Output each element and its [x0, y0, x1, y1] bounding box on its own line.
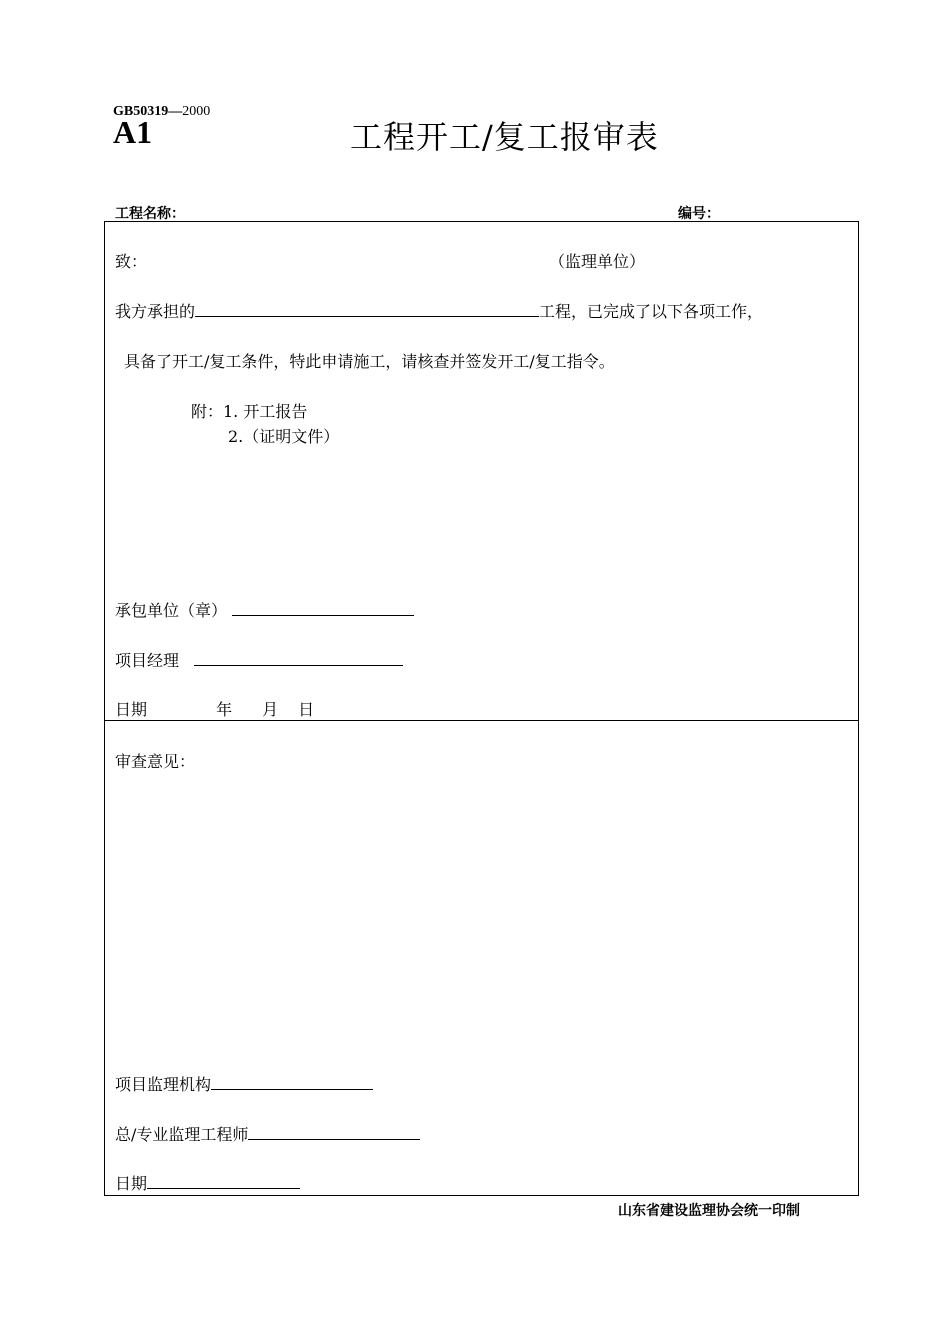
date-label: 日期	[115, 700, 148, 719]
contractor-label: 承包单位（章）	[115, 601, 228, 620]
year-label: 年	[216, 700, 233, 719]
manager-field[interactable]	[194, 651, 403, 666]
application-section	[104, 221, 859, 721]
review-date-label: 日期	[115, 1174, 148, 1193]
review-date-row	[115, 1171, 300, 1194]
supervision-org-field[interactable]	[211, 1075, 373, 1090]
standard-dash: —	[168, 104, 183, 119]
project-name-field[interactable]	[195, 302, 539, 317]
date-field[interactable]	[158, 697, 314, 721]
manager-label: 项目经理	[115, 651, 180, 670]
supervisor-unit-label: （监理单位）	[549, 252, 646, 271]
engineer-row	[115, 1122, 420, 1145]
standard-year: 2000	[182, 104, 211, 119]
day-label: 日	[298, 700, 315, 719]
attachment-item-1: 附：1. 开工报告	[191, 402, 308, 421]
month-label: 月	[262, 700, 279, 719]
date-row	[115, 697, 314, 721]
to-label: 致：	[115, 252, 148, 271]
contractor-row	[115, 598, 414, 621]
engineer-field[interactable]	[248, 1125, 420, 1140]
standard-number: GB50319	[113, 104, 169, 119]
supervision-org-label: 项目监理机构	[115, 1075, 212, 1094]
attachment-item-2: 2.（证明文件）	[228, 427, 340, 446]
project-name-label: 工程名称：	[115, 206, 185, 222]
review-opinion-label: 审查意见：	[115, 752, 196, 771]
supervision-org-row	[115, 1072, 373, 1095]
statement-line-1	[115, 299, 763, 322]
review-date-field[interactable]	[147, 1174, 300, 1189]
printer-credit: 山东省建设监理协会统一印制	[618, 1203, 800, 1219]
manager-row	[115, 648, 403, 671]
serial-number-label: 编号：	[678, 206, 720, 222]
page-title: 工程开工/复工报审表	[350, 118, 659, 156]
engineer-label: 总/专业监理工程师	[115, 1125, 249, 1144]
statement-suffix: 工程，已完成了以下各项工作，	[539, 302, 764, 321]
form-id: A1	[113, 114, 153, 150]
contractor-field[interactable]	[232, 601, 414, 616]
statement-line-2: 具备了开工/复工条件，特此申请施工，请核查并签发开工/复工指令。	[124, 352, 615, 371]
statement-prefix: 我方承担的	[115, 302, 196, 321]
